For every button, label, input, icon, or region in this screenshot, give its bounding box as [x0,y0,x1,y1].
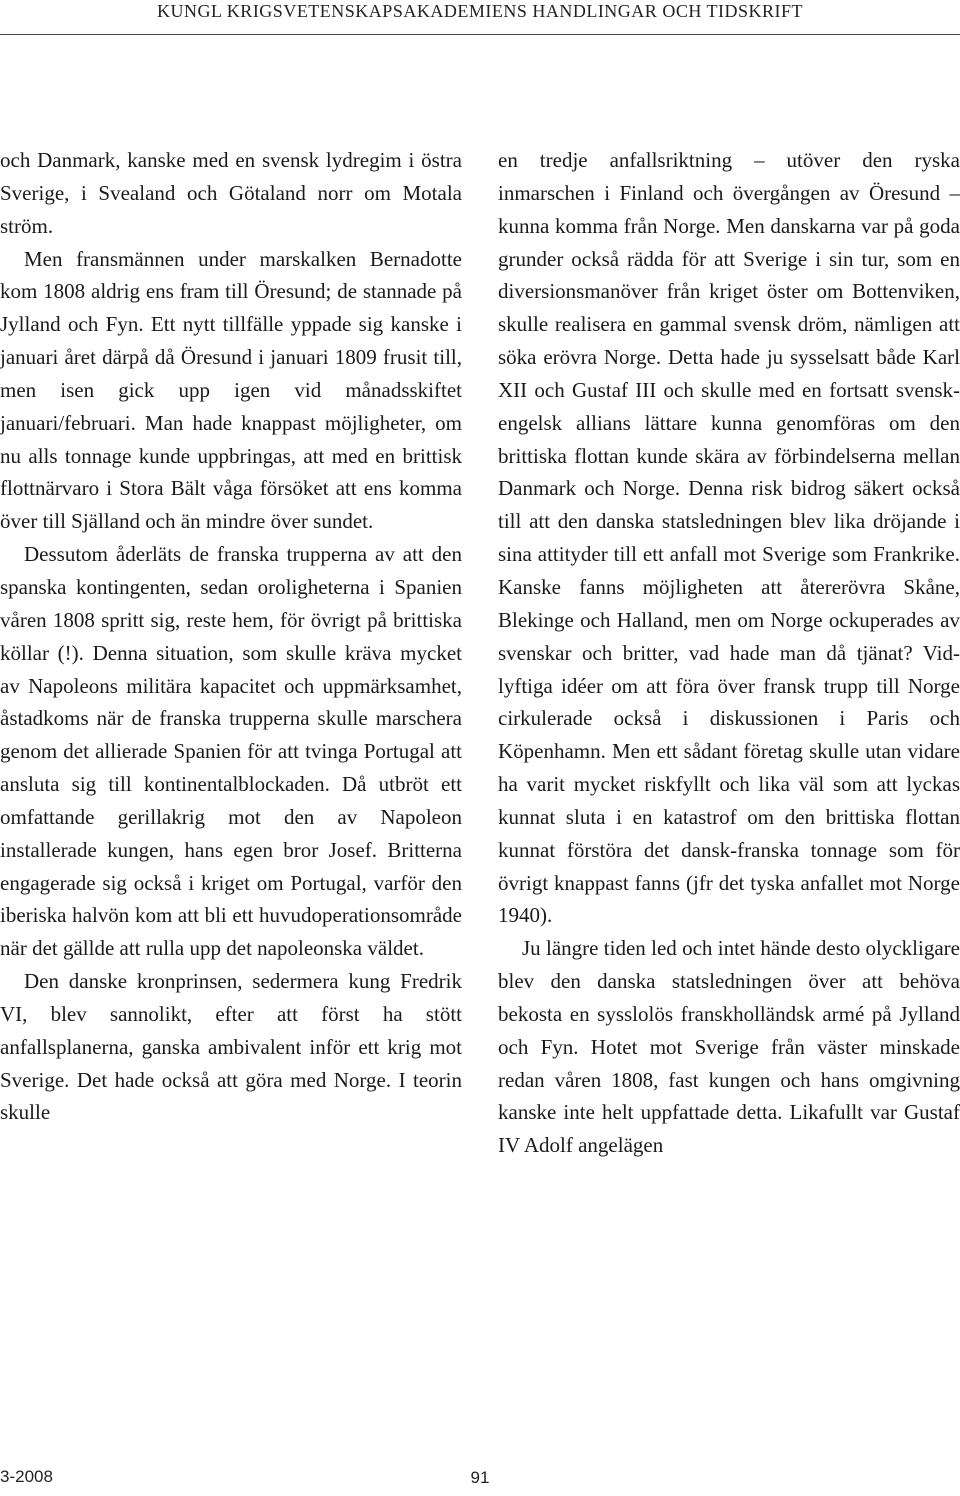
page-number: 91 [470,1468,490,1487]
left-column [0,144,462,1129]
body-paragraph: Den danske kronprinsen, sedermera kung Fredrik VI, blev sannolikt, efter att först ha stött anfallsplanerna, ganska ambivalent inför ett krig mot Sverige. Det hade också att göra med Norge. I teorin skulle [0,969,462,1125]
body-paragraph: och Danmark, kanske med en svensk lydregim i östra Sverige, i Svealand och Götaland norr om Motala ström. [0,148,462,238]
header-divider [0,34,960,35]
right-column [498,144,960,1162]
body-paragraph: en tredje anfallsriktning – utöver den ryska inmarschen i Finland och övergången av Öresund – kunna komma från Norge. Men danskarna var på goda grunder också rädda för att Sverige i sin tur, som en diversionsmanöver från kriget öster om Bottenviken, skulle realisera en gammal svensk dröm, nämligen att söka erövra Norge. Detta hade ju sysselsatt både Karl XII och Gustaf III och skulle med en fortsatt svensk-engelsk allians lättare kunna genomföras om den brittiska flottan kunde skära av förbindelserna mellan Danmark och Norge. Denna risk bidrog säkert också till att den danska statsledningen blev lika dröjande i sina attityder till ett anfall mot Sverige som Frankrike. Kanske fanns möjligheten att återerövra Skåne, Blekinge och Halland, men om Norge ockuperades av svenskar och britter, vad hade man då tjänat? Vidlyftiga idéer om att föra över fransk trupp till Norge cirkulerade också i diskussionen i Paris och Köpenhamn. Men ett sådant företag skulle utan vidare ha varit mycket riskfyllt och lika väl som att lyckas kunnat sluta i en katastrof om den brittiska flottan kunnat förstöra det dansk-franska tonnage som för övrigt knappast fanns (jfr det tyska anfallet mot Norge 1940). [498,148,960,928]
body-paragraph: Dessutom åderläts de franska trupperna av att den spanska kontingenten, sedan oroligheterna i Spanien våren 1808 spritt sig, reste hem, för övrigt på brittiska köllar (!). Denna situation, som skulle kräva mycket av Napoleons militära kapacitet och uppmärksamhet, åstadkoms när de franska trupperna skulle marschera genom det allierade Spanien för att tvinga Portugal att ansluta sig till kontinentalblockaden. Då utbröt ett omfattande gerillakrig mot den av Napoleon installerade kungen, hans egen bror Josef. Britterna engagerade sig också i kriget om Portugal, varför den iberiska halvön kom att bli ett huvudoperationsområde när det gällde att rulla upp det napoleonska väldet. [0,542,462,961]
running-header: KUNGL KRIGSVETENSKAPSAKADEMIENS HANDLINGAR OCH TIDSKRIFT [156,1,803,21]
issue-number: 3-2008 [0,1467,53,1486]
body-paragraph: Ju längre tiden led och intet hände desto olyckligare blev den danska statsledningen över att behöva bekosta en sysslolös franskholländsk armé på Jylland och Fyn. Hotet mot Sverige från väster minskade redan våren 1808, fast kungen och hans omgivning kanske inte helt uppfattade detta. Likafullt var Gustaf IV Adolf angelägen [498,936,960,1158]
body-paragraph: Men fransmännen under marskalken Bernadotte kom 1808 aldrig ens fram till Öresund; de stannade på Jylland och Fyn. Ett nytt tillfälle yppade sig kanske i januari året därpå då Öresund i januari 1809 frusit till, men isen gick upp igen vid månadsskiftet januari/februari. Man hade knappast möjligheter, om nu alls tonnage kunde uppbringas, att med en brittisk flottnärvaro i Stora Bält våga försöket att ens komma över till Själland och än mindre över sundet. [0,246,462,534]
